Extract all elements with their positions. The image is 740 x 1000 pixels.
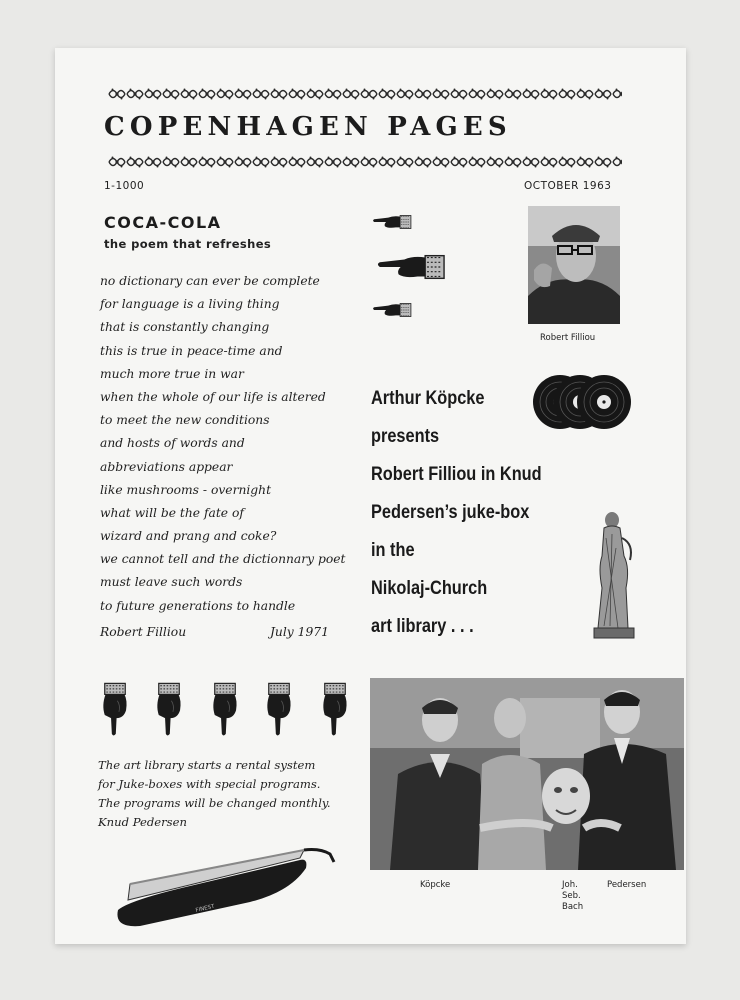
poem-line: and hosts of words and xyxy=(100,436,245,451)
poem-line: to future generations to handle xyxy=(100,598,296,613)
photo-caption-bach: Joh. Seb. Bach xyxy=(562,880,584,912)
top-ornament-border-icon xyxy=(108,86,622,102)
group-photo xyxy=(370,678,684,870)
announcement-line: presents xyxy=(371,426,440,447)
bottom-ornament-border-icon xyxy=(108,154,622,170)
rental-note xyxy=(98,756,368,832)
photo-caption-kopcke: Köpcke xyxy=(420,880,451,890)
announcement-line: Pedersen’s juke-box xyxy=(371,502,530,523)
note-line: The art library starts a rental system xyxy=(98,758,316,772)
poem-line: we cannot tell and the dictionnary poet xyxy=(100,552,346,567)
pointing-down-hand-icon xyxy=(264,676,294,746)
announcement-line: Nikolaj-Church xyxy=(371,578,488,599)
statue-icon xyxy=(590,508,640,642)
poem-line: for language is a living thing xyxy=(100,297,280,312)
poem-line: wizard and prang and coke? xyxy=(100,529,277,544)
pointing-down-hand-icon xyxy=(100,676,130,746)
issue-number: 1-1000 xyxy=(104,180,145,192)
note-line: The programs will be changed monthly. xyxy=(98,796,331,810)
pointing-down-hand-icon xyxy=(320,676,350,746)
note-line: for Juke-boxes with special programs. xyxy=(98,777,321,791)
issue-date: OCTOBER 1963 xyxy=(524,180,612,192)
robert-filliou-portrait xyxy=(528,206,620,324)
poem-title: COCA-COLA xyxy=(104,213,222,232)
poem-line: to meet the new conditions xyxy=(100,413,270,428)
announcement-line: Arthur Köpcke xyxy=(371,388,485,409)
pointing-down-hand-icon xyxy=(210,676,240,746)
poem-date: July 1971 xyxy=(270,625,329,639)
poem-author: Robert Filliou xyxy=(100,625,187,639)
announcement-text xyxy=(371,380,586,646)
poem-line: this is true in peace-time and xyxy=(100,343,283,358)
poem-line: that is constantly changing xyxy=(100,320,270,335)
note-line: Knud Pedersen xyxy=(98,815,187,829)
poem-line: no dictionary can ever be complete xyxy=(100,274,320,288)
poem-line: when the whole of our life is altered xyxy=(100,389,326,404)
pointing-hand-icon xyxy=(372,300,412,320)
announcement-line: art library . . . xyxy=(371,616,474,637)
razor-engraving: FINEST xyxy=(195,903,216,914)
pointing-down-hand-icon xyxy=(154,676,184,746)
photo-caption-pedersen: Pedersen xyxy=(607,880,647,890)
masthead-title: COPENHAGEN PAGES xyxy=(104,112,512,142)
poem-line: much more true in war xyxy=(100,366,244,381)
poem-line: abbreviations appear xyxy=(100,459,233,474)
announcement-line: Robert Filliou in Knud xyxy=(371,464,542,485)
portrait-caption: Robert Filliou xyxy=(540,333,596,343)
straight-razor-icon xyxy=(100,840,340,930)
poem-line: what will be the fate of xyxy=(100,505,244,520)
announcement-line: in the xyxy=(371,540,415,561)
poem-body xyxy=(100,270,365,618)
poem-subtitle: the poem that refreshes xyxy=(104,237,272,251)
poem-line: like mushrooms - overnight xyxy=(100,482,272,497)
pointing-hand-icon xyxy=(372,212,412,232)
poem-line: must leave such words xyxy=(100,575,243,590)
pointing-hand-icon xyxy=(374,250,448,284)
